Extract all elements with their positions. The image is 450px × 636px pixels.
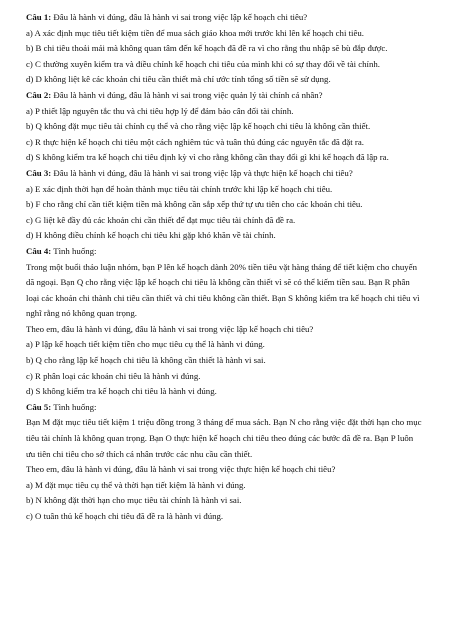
- line-text: b) N không đặt thời hạn cho mục tiêu tài chính là hành vi sai.: [26, 495, 242, 506]
- text-line: [26, 415, 424, 462]
- text-line: [26, 462, 424, 478]
- line-text: c) O tuân thủ kế hoạch chi tiêu đã đề ra là hành vi đúng.: [26, 511, 224, 521]
- line-text: a) M đặt mục tiêu cụ thể và thời hạn tiết kiệm là hành vi đúng.: [26, 479, 246, 490]
- question-heading: [26, 166, 424, 182]
- line-text: Tình huống:: [51, 245, 97, 256]
- question-number: Câu 4:: [26, 245, 52, 256]
- line-text: Đâu là hành vi đúng, đâu là hành vi sai trong việc lập và thực hiện kế hoạch chi tiêu?: [51, 167, 353, 178]
- line-text: c) R thực hiện kế hoạch chi tiêu một cách nghiêm túc và tuân thủ đúng các nguyên tắc đã đặt ra.: [26, 136, 364, 147]
- text-line: [26, 41, 424, 57]
- line-text: b) Q cho rằng lập kế hoạch chi tiêu là không cần thiết là hành vi sai.: [26, 355, 266, 366]
- text-line: [26, 337, 424, 353]
- text-line: [26, 260, 424, 322]
- text-line: [26, 509, 424, 525]
- question-heading: [26, 88, 424, 104]
- line-text: c) G liệt kê đầy đủ các khoản chi cần thiết để đạt mục tiêu tài chính đã đề ra.: [26, 214, 296, 225]
- text-line: [26, 322, 424, 338]
- question-number: Câu 3:: [26, 167, 52, 178]
- text-line: [26, 493, 424, 509]
- question-number: Câu 5:: [26, 401, 52, 412]
- text-line: [26, 182, 424, 198]
- line-text: c) C thường xuyên kiểm tra và điều chỉnh kế hoạch chi tiêu của mình khi có sự thay đổi về tài chính.: [26, 58, 380, 69]
- line-text: Trong một buổi thảo luận nhóm, bạn P lên kế hoạch dành 20% tiền tiêu vặt hàng tháng để tiết kiệm cho chuyến dã ngoại. Bạn Q cho rằng việc lập kế hoạch chi tiêu là không cần thiết vì sẽ có thể kiếm tiền sau. Bạn R phân loại các khoản chi thành chi tiêu cần thiết và chi tiêu không cần thiết. Bạn S không kiểm tra kế hoạch chi tiêu vì nghĩ rằng nó không quan trọng.: [26, 261, 420, 319]
- text-line: [26, 104, 424, 120]
- line-text: Bạn M đặt mục tiêu tiết kiệm 1 triệu đồng trong 3 tháng để mua sách. Bạn N cho rằng việc đặt thời hạn cho mục tiêu tài chính là không quan trọng. Bạn O thực hiện kế hoạch chi tiêu theo đúng các bước đã đề ra. Bạn P luôn ưu tiên chi tiêu cho sở thích cá nhân trước các nhu cầu cần thiết.: [26, 417, 422, 459]
- question-heading: [26, 244, 424, 260]
- question-heading: [26, 400, 424, 416]
- text-line: [26, 135, 424, 151]
- text-line: [26, 228, 424, 244]
- text-line: [26, 197, 424, 213]
- line-text: d) D không liệt kê các khoản chi tiêu cần thiết mà chỉ ước tính tổng số tiền sẽ sử dụng.: [26, 74, 331, 85]
- text-line: [26, 369, 424, 385]
- question-number: Câu 1:: [26, 12, 52, 22]
- text-line: [26, 57, 424, 73]
- line-text: d) S không kiểm tra kế hoạch chi tiêu định kỳ vì cho rằng không cần thay đổi gì khi kế hoạch đã lập ra.: [26, 152, 389, 163]
- text-line: [26, 72, 424, 88]
- question-number: Câu 2:: [26, 89, 52, 100]
- line-text: Theo em, đâu là hành vi đúng, đâu là hành vi sai trong việc thực hiện kế hoạch chi tiêu?: [26, 464, 336, 475]
- text-line: [26, 478, 424, 494]
- line-text: a) P lập kế hoạch tiết kiệm tiền cho mục tiêu cụ thể là hành vi đúng.: [26, 339, 265, 350]
- line-text: b) B chi tiêu thoải mái mà không quan tâm đến kế hoạch đã đề ra vì cho rằng thu nhập sẽ bù đắp được.: [26, 43, 388, 54]
- line-text: d) S không kiểm tra kế hoạch chi tiêu là hành vi đúng.: [26, 386, 217, 397]
- line-text: d) H không điều chỉnh kế hoạch chi tiêu khi gặp khó khăn về tài chính.: [26, 230, 276, 241]
- text-line: [26, 150, 424, 166]
- line-text: Đâu là hành vi đúng, đâu là hành vi sai trong việc lập kế hoạch chi tiêu?: [51, 12, 308, 22]
- line-text: a) P thiết lập nguyên tắc thu và chi tiêu hợp lý để đảm bảo cân đối tài chính.: [26, 105, 294, 116]
- line-text: a) E xác định thời hạn để hoàn thành mục tiêu tài chính trước khi lập kế hoạch chi tiêu.: [26, 183, 333, 194]
- line-text: c) R phân loại các khoản chi tiêu là hành vi đúng.: [26, 370, 201, 381]
- text-line: [26, 26, 424, 42]
- question-heading: [26, 10, 424, 26]
- text-line: [26, 213, 424, 229]
- line-text: b) F cho rằng chỉ cần tiết kiệm tiền mà không cần sắp xếp thứ tự ưu tiên cho các khoản chi tiêu.: [26, 199, 363, 210]
- line-text: Đâu là hành vi đúng, đâu là hành vi sai trong việc quản lý tài chính cá nhân?: [51, 89, 323, 100]
- line-text: Theo em, đâu là hành vi đúng, đâu là hành vi sai trong việc lập kế hoạch chi tiêu?: [26, 323, 314, 334]
- line-text: b) Q không đặt mục tiêu tài chính cụ thể và cho rằng việc lập kế hoạch chi tiêu là không cần thiết.: [26, 121, 371, 132]
- text-line: [26, 384, 424, 400]
- text-line: [26, 119, 424, 135]
- line-text: a) A xác định mục tiêu tiết kiệm tiền để mua sách giáo khoa mới trước khi lên kế hoạch chi tiêu.: [26, 27, 364, 38]
- text-line: [26, 353, 424, 369]
- line-text: Tình huống:: [51, 401, 97, 412]
